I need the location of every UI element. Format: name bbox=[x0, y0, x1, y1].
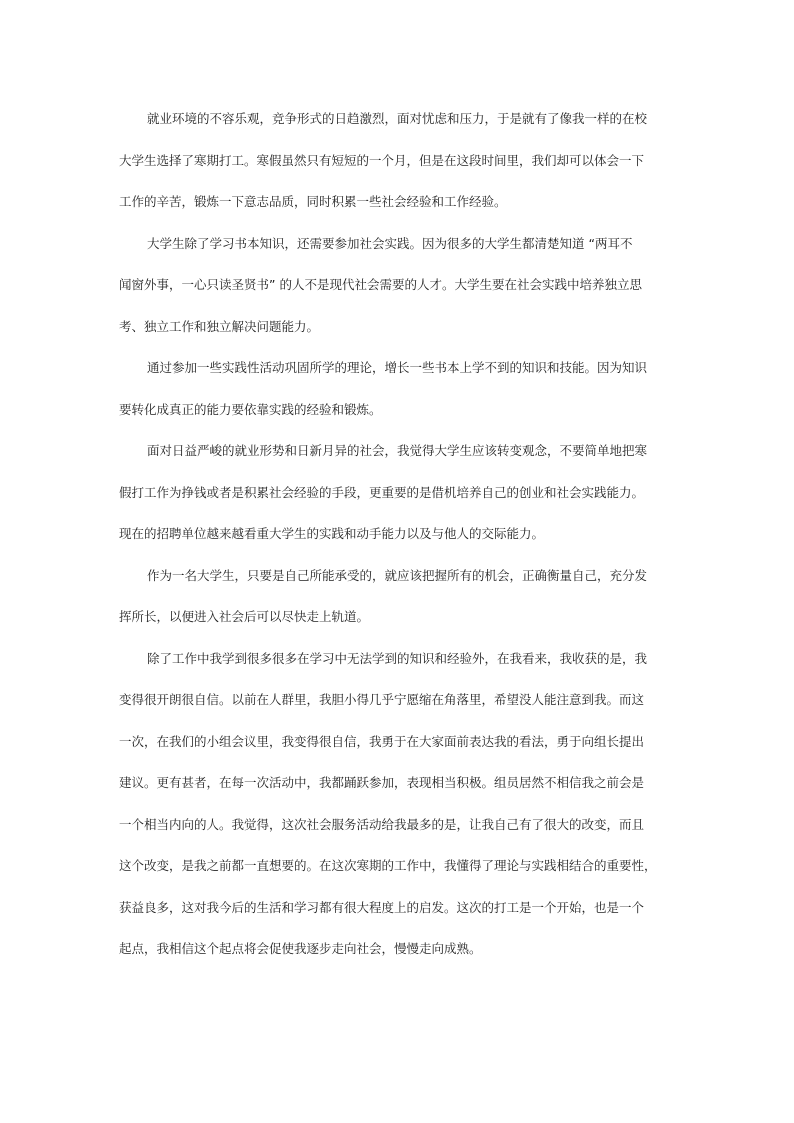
text-line: 一个相当内向的人。我觉得，这次社会服务活动给我最多的是，让我自己有了很大的改变，而且 bbox=[119, 816, 645, 832]
text-line: 就业环境的不容乐观，竞争形式的日趋激烈，面对忧虑和压力，于是就有了像我一样的在校 bbox=[147, 111, 648, 126]
text-line: 面对日益严峻的就业形势和日新月异的社会，我觉得大学生应该转变观念，不要简单地把寒 bbox=[147, 443, 648, 458]
document-body bbox=[119, 105, 659, 977]
text-line: 工作的辛苦，锻炼一下意志品质，同时积累一些社会经验和工作经验。 bbox=[119, 194, 507, 209]
text-line: 假打工作为挣钱或者是积累社会经验的手段，更重要的是借机培养自己的创业和社会实践能力。 bbox=[119, 484, 645, 500]
text-line: 这个改变，是我之前都一直想要的。在这次寒期的工作中，我懂得了理论与实践相结合的重要性， bbox=[119, 858, 657, 873]
text-line: 起点，我相信这个起点将会促使我逐步走向社会，慢慢走向成熟。 bbox=[119, 941, 482, 956]
text-line: 要转化成真正的能力要依靠实践的经验和锻炼。 bbox=[119, 401, 382, 417]
text-line: 大学生选择了寒期打工。寒假虽然只有短短的一个月，但是在这段时间里，我们却可以体会一下 bbox=[119, 152, 645, 168]
text-line: 通过参加一些实践性活动巩固所学的理论，增长一些书本上学不到的知识和技能。因为知识 bbox=[147, 360, 648, 375]
text-line: 作为一名大学生，只要是自己所能承受的，就应该把握所有的机会，正确衡量自己，充分发 bbox=[147, 567, 648, 583]
text-line: 一次，在我们的小组会议里，我变得很自信，我勇于在大家面前表达我的看法，勇于向组长提出 bbox=[119, 733, 645, 749]
text-line: 大学生除了学习书本知识，还需要参加社会实践。因为很多的大学生都清楚知道 “两耳不 bbox=[147, 235, 633, 251]
text-line: 现在的招聘单位越来越看重大学生的实践和动手能力以及与他人的交际能力。 bbox=[119, 526, 545, 541]
text-line: 考、独立工作和独立解决问题能力。 bbox=[119, 318, 320, 334]
text-line: 闻窗外事，一心只读圣贤书” 的人不是现代社会需要的人才。大学生要在社会实践中培养独立思 bbox=[119, 277, 642, 292]
text-line: 获益良多，这对我今后的生活和学习都有很大程度上的启发。这次的打工是一个开始，也是一个 bbox=[119, 899, 645, 915]
text-line: 建议。更有甚者，在每一次活动中，我都踊跃参加，表现相当积极。组员居然不相信我之前会是 bbox=[119, 775, 645, 790]
text-line: 除了工作中我学到很多很多在学习中无法学到的知识和经验外，在我看来，我收获的是，我 bbox=[147, 650, 648, 666]
text-line: 挥所长，以便进入社会后可以尽快走上轨道。 bbox=[119, 609, 370, 624]
text-line: 变得很开朗很自信。以前在人群里，我胆小得几乎宁愿缩在角落里，希望没人能注意到我。而这 bbox=[119, 692, 645, 707]
